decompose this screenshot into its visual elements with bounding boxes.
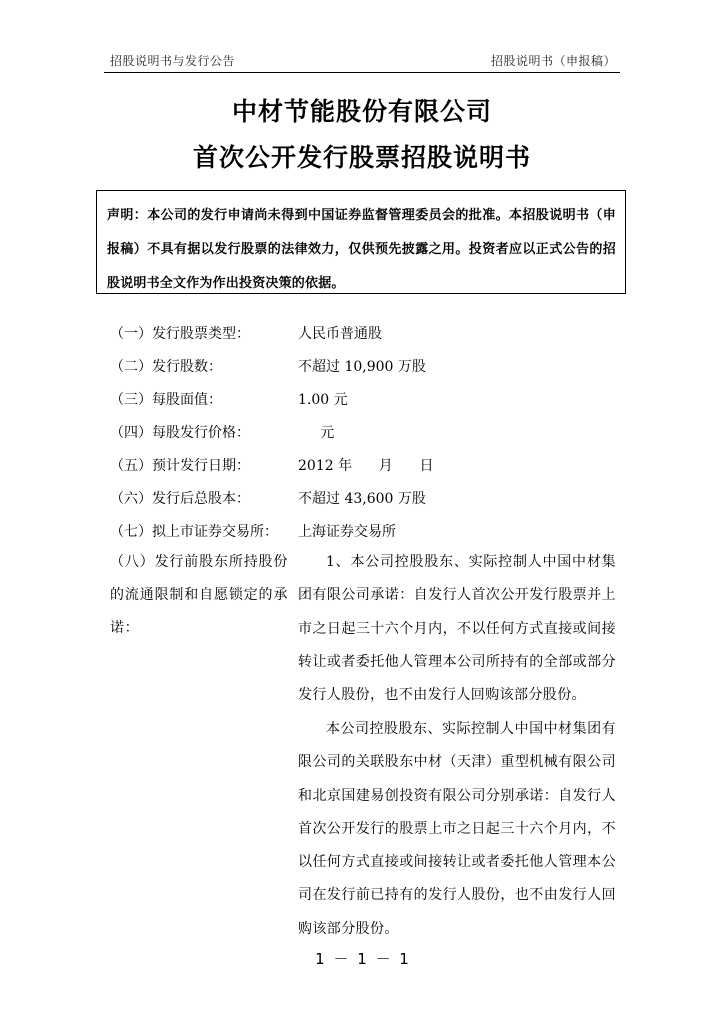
lockup-paragraph: 1、本公司控股股东、实际控制人中国中材集团有限公司承诺：自发行人首次公开发行股票并上市之日起三十六个月内，不以任何方式直接或间接转让或者委托他人管理本公司所持有的全部或部分发行人股份，也不由发行人回购该部分股份。 [298,554,616,704]
info-label: （二）发行股数： [110,359,222,375]
info-label: （五）预计发行日期： [110,458,250,474]
company-title: 中材节能股份有限公司 [231,97,492,126]
header-right: 招股说明书（申报稿） [490,54,616,68]
info-value: 1.00 元 [298,392,348,408]
info-label: （三）每股面值： [110,392,222,408]
lockup-paragraph: 本公司控股股东、实际控制人中国中材集团有限公司的关联股东中材（天津）重型机械有限公司和北京国建易创投资有限公司分别承诺：自发行人首次公开发行的股票上市之日起三十六个月内，不以任何方式直接或间接转让或者委托他人管理本公司在发行前已持有的发行人股份，也不由发行人回购该部分股份。 [298,721,616,937]
declaration-box: 声明：本公司的发行申请尚未得到中国证券监督管理委员会的批准。本招股说明书（申报稿）不具有据以发行股票的法律效力，仅供预先披露之用。投资者应以正式公告的招股说明书全文作为作出投资决策的依据。 [96,190,626,294]
document-title: 首次公开发行股票招股说明书 [192,143,531,172]
info-value: 不超过 10,900 万股 [298,359,426,375]
info-label: （一）发行股票类型： [110,326,250,342]
header-divider [104,72,620,73]
info-label: （六）发行后总股本： [110,491,250,507]
page-number: 1 － 1 － 1 [315,950,409,968]
info-value: 不超过 43,600 万股 [298,491,426,507]
header-left: 招股说明书与发行公告 [110,54,236,68]
info-label: （七）拟上市证券交易所： [110,524,278,540]
info-value: 上海证券交易所 [298,524,396,540]
info-value: 人民币普通股 [298,326,382,342]
info-value: 元 [298,425,335,441]
lockup-label: （八）发行前股东所持股份的流通限制和自愿锁定的承诺： [110,554,288,636]
info-label: （四）每股发行价格： [110,425,250,441]
info-value: 2012 年 月 日 [298,458,434,474]
